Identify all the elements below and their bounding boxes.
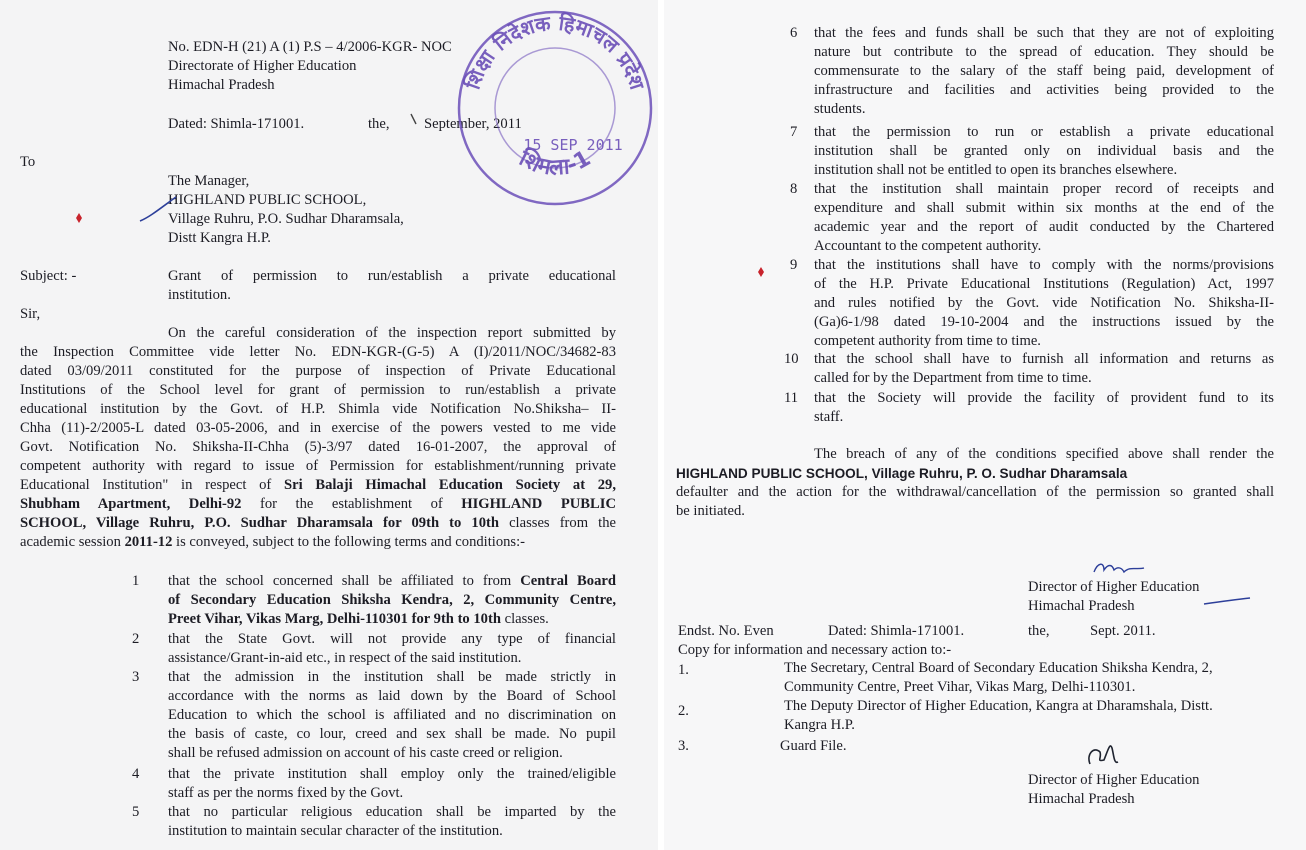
red-mark-icon [74,212,84,224]
body-line: competent authority with regard to issue of Permission for establishment/running private [20,458,616,474]
office-state: Himachal Pradesh [168,77,275,93]
condition-line: that the admission in the institution shall be made strictly in [168,669,616,685]
condition-line: that the State Govt. will not provide any type of financial [168,631,616,647]
condition-line: that the institution shall maintain proper record of receipts and [814,181,1274,197]
condition-line [168,572,616,591]
body-line [20,476,616,495]
salutation: Sir, [20,306,41,322]
condition-line: called for by the Department from time to time. [814,370,1092,386]
copy-item-line: Community Centre, Preet Vihar, Vikas Marg, Delhi-110301. [784,679,1136,695]
school-name: SCHOOL, Village Ruhru, P.O. Sudhar Dharamsala for 09th to 10th [20,515,499,531]
condition-line: Accountant to the competent authority. [814,238,1042,254]
condition-line: that the private institution shall employ only the trained/eligible [168,766,616,782]
condition-line: Education to which the school is affiliated and no discrimination on [168,707,616,723]
body-text: is conveyed, subject to the following terms and conditions:- [172,534,526,550]
subject-label: Subject: - [20,268,77,284]
condition-line: expenditure and shall submit within six months at the end of the [814,200,1274,216]
condition-line: that the school shall have to furnish all information and returns as [814,351,1274,367]
condition-line: and rules notified by the Govt. vide Notification No. Shiksha-II- [814,295,1274,311]
body-line [20,533,525,552]
condition-number: 7 [790,124,798,140]
condition-line: of Secondary Education Shiksha Kendra, 2, Community Centre, [168,592,616,608]
body-text: for the establishment of [241,496,462,512]
condition-number: 11 [784,390,799,406]
body-line: the Inspection Committee vide letter No. EDN-KGR-(G-5) A (I)/2011/NOC/34682-83 [20,344,616,360]
addressee-line: HIGHLAND PUBLIC SCHOOL, [168,192,367,208]
board-address: Preet Vihar, Vikas Marg, Delhi-110301 for 9th to 10th [168,611,501,627]
endorsement-the: the, [1028,623,1050,639]
addressee-line: Village Ruhru, P.O. Sudhar Dharamsala, [168,211,404,227]
body-line: educational institution by the Govt. of H.P. Shimla vide Notification No.Shiksha– II- [20,401,616,417]
stamp-top-text: शिक्षा निदेशक हिमाचल प्रदेश [460,10,650,93]
breach-school-name: HIGHLAND PUBLIC SCHOOL, Village Ruhru, P. O. Sudhar Dharamsala [676,466,1128,481]
signatory-office: Himachal Pradesh [1028,791,1135,807]
condition-number: 10 [784,351,799,367]
condition-line: that the permission to run or establish a private educational [814,124,1274,140]
signature-icon [1084,738,1124,772]
pen-mark-icon [408,112,420,126]
subject-text: institution. [168,287,231,303]
condition-number: 4 [132,766,140,782]
condition-number: 8 [790,181,798,197]
breach-line: be initiated. [676,503,745,519]
condition-number: 6 [790,25,798,41]
body-line: Chha (11)-2/2005-L dated 03-05-2006, and in exercise of the powers vested to me vide [20,420,616,436]
board-name: Central Board [520,573,616,589]
condition-line: institution shall be granted only on individual basis and the [814,143,1274,159]
copy-item-number: 3. [678,738,689,754]
body-line [20,514,616,533]
condition-text: that the school concerned shall be affiliated to from [168,573,521,589]
condition-line: competent authority from time to time. [814,333,1041,349]
copy-item-number: 1. [678,662,689,678]
stamp-bottom-text: शिमला-1 [514,146,596,181]
endorsement-number: Endst. No. Even [678,623,774,639]
dated-month: September, 2011 [424,116,522,132]
condition-line: commensurate to the salary of the staff being paid, development of [814,63,1274,79]
letter-page-2 [664,0,1306,850]
condition-line: of the H.P. Private Educational Institutions (Regulation) Act, 1997 [814,276,1274,292]
office-name: Directorate of Higher Education [168,58,357,74]
breach-line: The breach of any of the conditions specified above shall render the [814,446,1274,462]
body-line: Institutions of the School level for grant of permission to run/establish a private [20,382,616,398]
breach-line: defaulter and the action for the withdrawal/cancellation of the permission so granted shall [676,484,1274,500]
condition-line: accordance with the norms as laid down by the Board of School [168,688,616,704]
body-line: On the careful consideration of the inspection report submitted by [168,325,616,341]
society-address: Shubham Apartment, Delhi-92 [20,496,242,512]
academic-session: 2011-12 [124,534,173,550]
body-text: classes from the [498,515,616,531]
condition-line: staff. [814,409,844,425]
condition-line: shall be refused admission on account of his caste creed or religion. [168,745,563,761]
copy-item-number: 2. [678,703,689,719]
condition-line [168,610,549,629]
condition-line: that the Society will provide the facility of provident fund to its [814,390,1274,406]
condition-line: assistance/Grant-in-aid etc., in respect of the said institution. [168,650,522,666]
condition-line: institution to maintain secular character of the institution. [168,823,503,839]
body-line: dated 03/09/2011 constituted for the purpose of inspection of Private Educational [20,363,616,379]
condition-line: infrastructure and facilities and activities being provided to the [814,82,1274,98]
body-line: Govt. Notification No. Shiksha-II-Chha (5)-3/97 dated 16-01-2007, the approval of [20,439,616,455]
condition-line: (Ga)6-1/98 dated 19-10-2004 and the instructions issued by the [814,314,1274,330]
condition-number: 9 [790,257,798,273]
condition-number: 1 [132,573,140,589]
to-label: To [20,154,36,170]
dated-the: the, [368,116,390,132]
signatory-title: Director of Higher Education [1028,579,1200,595]
signatory-title: Director of Higher Education [1028,772,1200,788]
condition-number: 2 [132,631,140,647]
condition-line: institution shall not be entitled to open its branches elsewhere. [814,162,1178,178]
copy-item-line: Kangra H.P. [784,717,855,733]
pen-stroke-icon [1202,596,1252,608]
red-mark-icon [756,266,766,278]
copy-item-line: Guard File. [780,738,847,754]
condition-text: classes. [500,611,549,627]
body-line [20,495,616,514]
endorsement-dated: Dated: Shimla-171001. [828,623,965,639]
condition-line: academic year and the report of audit conducted by the Chartered [814,219,1274,235]
school-name: HIGHLAND PUBLIC [461,496,616,512]
signatory-office: Himachal Pradesh [1028,598,1135,614]
addressee-line: Distt Kangra H.P. [168,230,271,246]
condition-line: that the fees and funds shall be such that they are not of exploiting [814,25,1274,41]
condition-line: nature but contribute to the spread of education. They should be [814,44,1274,60]
condition-line: staff as per the norms fixed by the Govt. [168,785,404,801]
stamp-date: 15 SEP 2011 [523,136,623,154]
signature-icon [1090,556,1150,580]
body-text: academic session [20,534,125,550]
condition-line: that no particular religious education shall be imparted by the [168,804,616,820]
copy-item-line: The Deputy Director of Higher Education, Kangra at Dharamshala, Distt. [784,698,1213,714]
body-text: Educational Institution" in respect of [20,477,284,493]
office-stamp [455,8,655,208]
condition-line: that the institutions shall have to comply with the norms/provisions [814,257,1274,273]
condition-number: 3 [132,669,140,685]
society-name: Sri Balaji Himachal Education Society at 29, [284,477,617,493]
addressee-line: The Manager, [168,173,250,189]
condition-number: 5 [132,804,140,820]
dated-label: Dated: Shimla-171001. [168,116,305,132]
subject-text: Grant of permission to run/establish a private educational [168,268,616,284]
tick-mark-icon [138,195,178,225]
condition-line: students. [814,101,866,117]
reference-number: No. EDN-H (21) A (1) P.S – 4/2006-KGR- NOC [168,39,452,55]
endorsement-month: Sept. 2011. [1090,623,1156,639]
condition-line: the basis of caste, co lour, creed and sex shall be made. No pupil [168,726,616,742]
copy-line: Copy for information and necessary action to:- [678,642,952,658]
copy-item-line: The Secretary, Central Board of Secondary Education Shiksha Kendra, 2, [784,660,1213,676]
